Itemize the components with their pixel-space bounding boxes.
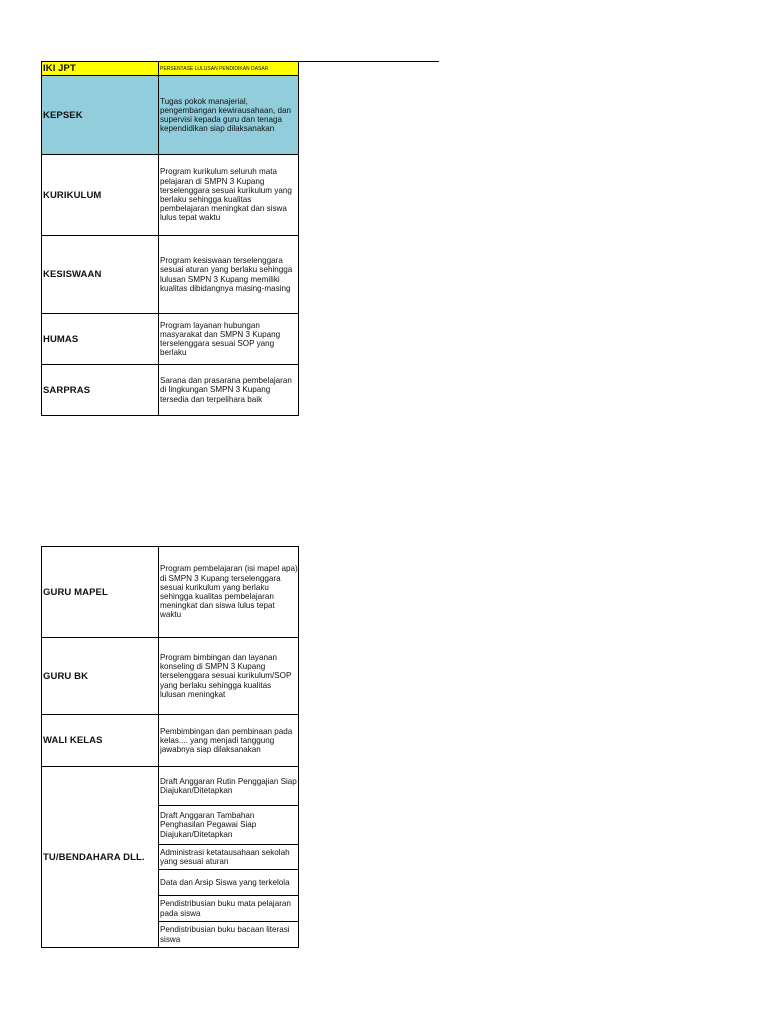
row-label-guru-bk: GURU BK [42, 638, 159, 715]
tu-item: Draft Anggaran Tambahan Penghasilan Pegawai Siap Diajukan/Ditetapkan [159, 806, 299, 845]
header-persentase: PERSENTASE LULUSAN PENDIDIKAN DASAR [159, 62, 299, 76]
row-desc-guru-bk: Program bimbingan dan layanan konseling di SMPN 3 Kupang terselenggara sesuai kurikulum/SOP yang berlaku sehingga kualitas lulusan meningkat [159, 638, 299, 715]
table-header-row [42, 62, 299, 76]
row-label-kepsek: KEPSEK [42, 76, 159, 155]
tu-item: Data dan Arsip Siswa yang terkelola [159, 870, 299, 896]
table-row [42, 767, 299, 806]
table-row [42, 155, 299, 236]
row-desc-guru-mapel: Program pembelajaran (isi mapel apa) di SMPN 3 Kupang terselenggara sesuai kurikulum yang berlaku sehingga kualitas pembelajaran meningkat dan siswa lulus tepat waktu [159, 547, 299, 638]
iki-table-functional [41, 546, 299, 948]
row-desc-sarpras: Sarana dan prasarana pembelajaran di lingkungan SMPN 3 Kupang tersedia dan terpelihara baik [159, 365, 299, 416]
table-row [42, 638, 299, 715]
table-row [42, 365, 299, 416]
iki-table-structural [41, 61, 299, 416]
header-iki-jpt: IKI JPT [42, 62, 159, 76]
row-label-guru-mapel: GURU MAPEL [42, 547, 159, 638]
row-label-sarpras: SARPRAS [42, 365, 159, 416]
row-desc-wali-kelas: Pembimbingan dan pembinaan pada kelas.... yang menjadi tanggung jawabnya siap dilaksanakan [159, 715, 299, 767]
row-desc-kepsek: Tugas pokok manajerial, pengembangan kewirausahaan, dan supervisi kepada guru dan tenaga kependidikan siap dilaksanakan [159, 76, 299, 155]
tu-item: Draft Anggaran Rutin Penggajian Siap Diajukan/Ditetapkan [159, 767, 299, 806]
tu-item: Pendistribusian buku bacaan literasi siswa [159, 922, 299, 948]
table-row [42, 715, 299, 767]
header-rule-line [298, 61, 439, 62]
row-desc-kurikulum: Program kurikulum seluruh mata pelajaran di SMPN 3 Kupang terselenggara sesuai kurikulum yang berlaku sehingga kualitas pembelajaran meningkat dan siswa lulus tepat waktu [159, 155, 299, 236]
row-label-kurikulum: KURIKULUM [42, 155, 159, 236]
table-row [42, 236, 299, 314]
row-label-humas: HUMAS [42, 314, 159, 365]
row-label-tu-bendahara: TU/BENDAHARA DLL. [42, 767, 159, 948]
tu-item: Administrasi ketatausahaan sekolah yang sesuai aturan [159, 845, 299, 870]
tu-item: Pendistribusian buku mata pelajaran pada siswa [159, 896, 299, 922]
row-label-wali-kelas: WALI KELAS [42, 715, 159, 767]
table-row [42, 547, 299, 638]
row-desc-humas: Program layanan hubungan masyarakat dan SMPN 3 Kupang terselenggara sesuai SOP yang berlaku [159, 314, 299, 365]
table-row [42, 314, 299, 365]
table-row [42, 76, 299, 155]
row-label-kesiswaan: KESISWAAN [42, 236, 159, 314]
row-desc-kesiswaan: Program kesiswaan terselenggara sesuai aturan yang berlaku sehingga lulusan SMPN 3 Kupang memiliki kualitas dibidangnya masing-masing [159, 236, 299, 314]
